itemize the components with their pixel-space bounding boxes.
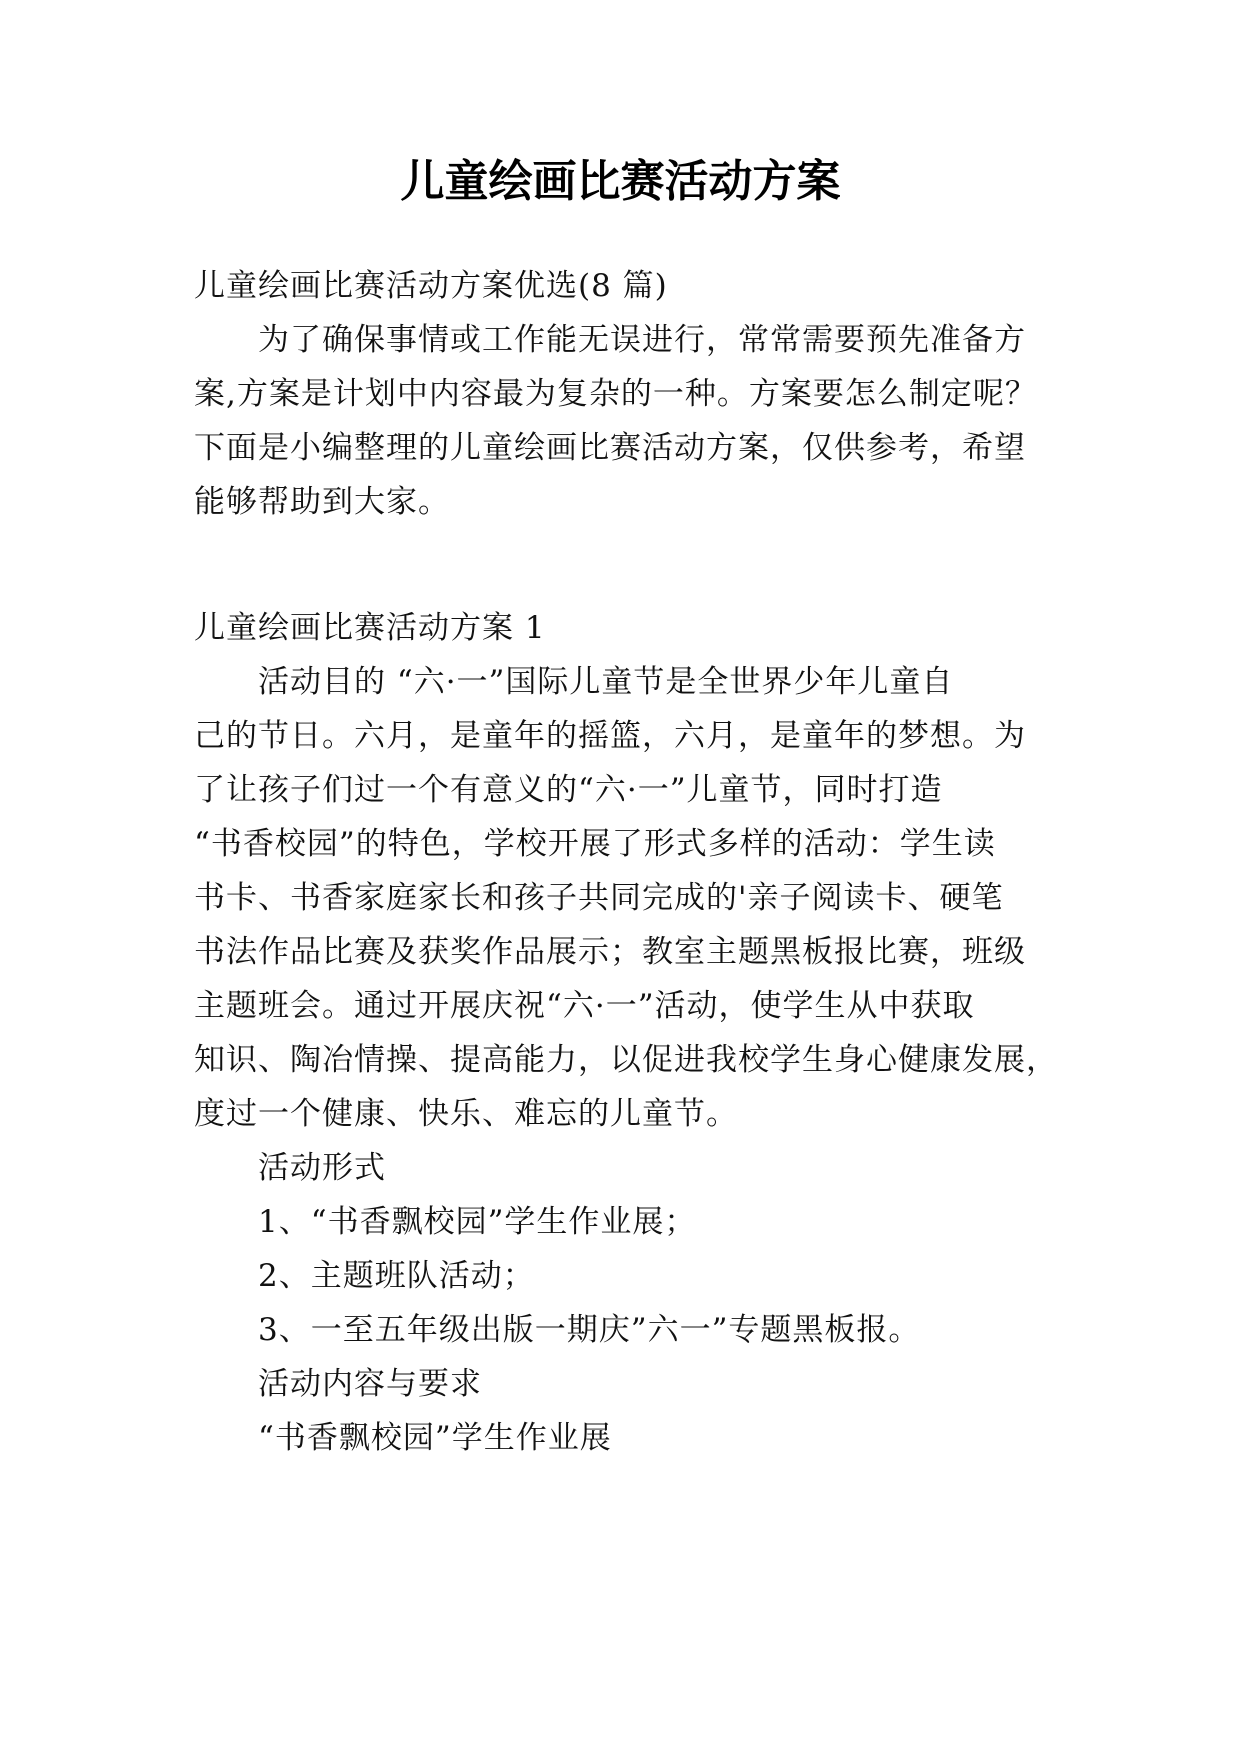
body-line-1: 活动目的 “六·一”国际儿童节是全世界少年儿童自: [258, 664, 954, 700]
body-line-5: 书卡、书香家庭家长和孩子共同完成的'亲子阅读卡、硬笔: [194, 880, 1004, 916]
activity-content-subheading: “书香飘校园”学生作业展: [258, 1420, 612, 1456]
activity-form-item-1: 1、“书香飘校园”学生作业展；: [258, 1204, 697, 1240]
activity-form-item-2: 2、主题班队活动；: [258, 1258, 535, 1294]
body-line-3: 了让孩子们过一个有意义的“六·一”儿童节，同时打造: [194, 772, 943, 808]
body-line-2: 己的节日。六月，是童年的摇篮，六月，是童年的梦想。为: [194, 718, 1026, 754]
intro-line-4: 能够帮助到大家。: [194, 484, 450, 520]
subtitle-line: 儿童绘画比赛活动方案优选(8 篇): [194, 268, 668, 304]
section-heading-1: 儿童绘画比赛活动方案 1: [194, 610, 546, 646]
activity-form-heading: 活动形式: [258, 1150, 386, 1186]
intro-line-1: 为了确保事情或工作能无误进行，常常需要预先准备方: [258, 322, 1026, 358]
activity-content-heading: 活动内容与要求: [258, 1366, 482, 1402]
intro-line-3: 下面是小编整理的儿童绘画比赛活动方案，仅供参考，希望: [194, 430, 1026, 466]
body-line-7: 主题班会。通过开展庆祝“六·一”活动，使学生从中获取: [194, 988, 975, 1024]
body-line-8: 知识、陶冶情操、提高能力，以促进我校学生身心健康发展，: [194, 1042, 1058, 1078]
body-line-6: 书法作品比赛及获奖作品展示；教室主题黑板报比赛，班级: [194, 934, 1026, 970]
body-line-4: “书香校园”的特色，学校开展了形式多样的活动：学生读: [194, 826, 996, 862]
document-title: 儿童绘画比赛活动方案: [400, 156, 841, 207]
activity-form-item-3: 3、一至五年级出版一期庆”六一”专题黑板报。: [258, 1312, 921, 1348]
body-line-9: 度过一个健康、快乐、难忘的儿童节。: [194, 1096, 738, 1132]
intro-line-2: 案,方案是计划中内容最为复杂的一种。方案要怎么制定呢？: [194, 376, 1037, 412]
